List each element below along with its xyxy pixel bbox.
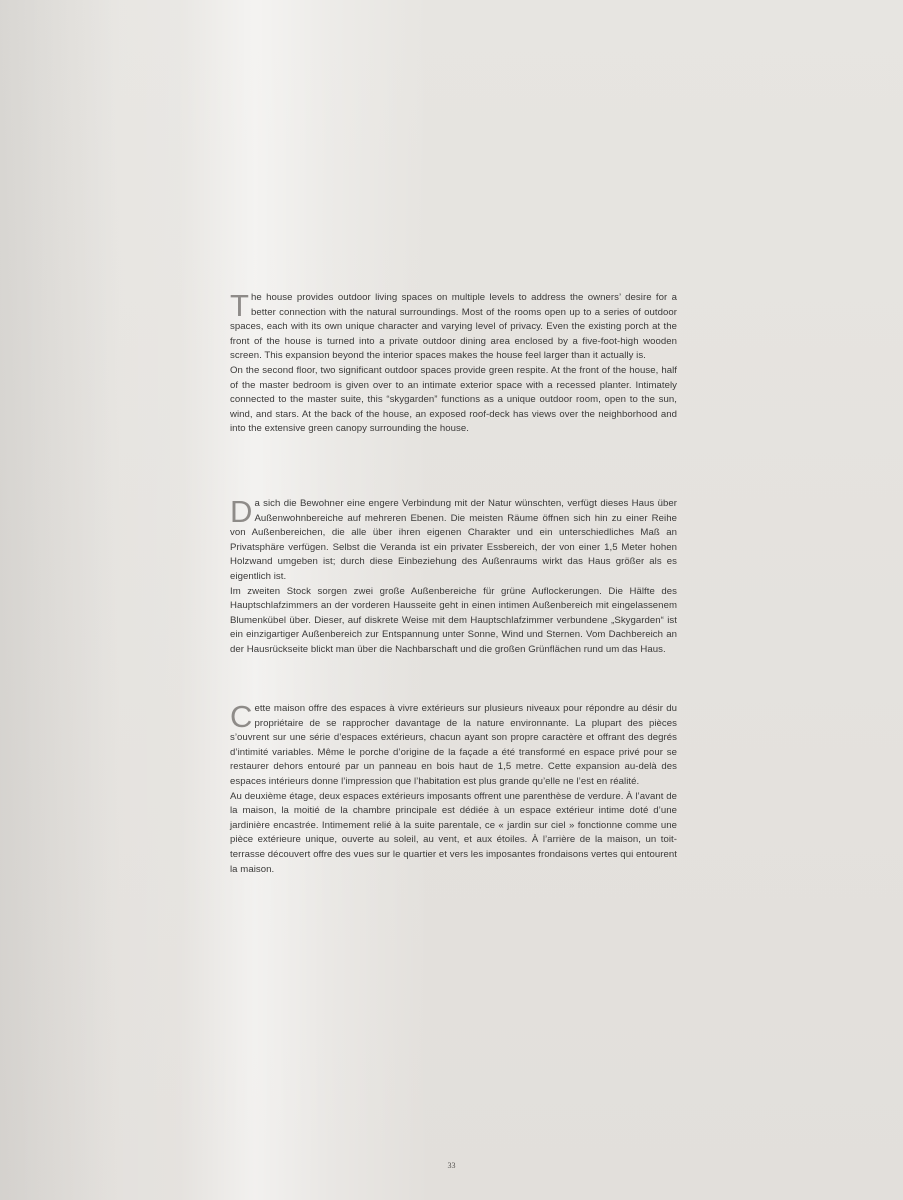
text-block-english xyxy=(230,288,677,437)
paragraph-text: a sich die Bewohner eine engere Verbindung mit der Natur wünschten, verfügt dieses Haus über Außenwohnbereiche auf mehreren Ebenen. Die meisten Räume öffnen sich hin zu einer Reihe von Außenbereichen, die alle über ihren eigenen Charakter und ein unterschiedliches Maß an Privatsphäre verfügen. Selbst die Veranda ist ein privater Essbereich, der von einer 1,5 Meter hohen Holzwand umgeben ist; durch diese Einbeziehung des Außenraums wirkt das Haus größer als es eigentlich ist. xyxy=(230,498,677,582)
paragraph-french-2: Au deuxième étage, deux espaces extérieurs imposants offrent une parenthèse de verdure. À l’avant de la maison, la moitié de la chambre principale est dédiée à un espace extérieur intime doté d’une jardinière encastrée. Intimement relié à la suite parentale, ce « jardin sur ciel » fonctionne comme une pièce extérieure unique, ouverte au soleil, au vent, et aux étoiles. À l’arrière de la maison, un toit-terrasse découvert offre des vues sur le quartier et vers les imposantes frondaisons vertes qui entourent la maison. xyxy=(230,790,677,875)
paragraph-french-1 xyxy=(230,699,677,790)
drop-cap: C xyxy=(230,699,253,734)
drop-cap: T xyxy=(230,288,249,323)
paragraph-text: ette maison offre des espaces à vivre extérieurs sur plusieurs niveaux pour répondre au désir du propriétaire de se rapprocher davantage de la nature environnante. La plupart des pièces s’ouvrent sur une série d’espaces extérieurs, chacun ayant son propre caractère et offrant des degrés d’intimité variables. Même le porche d’origine de la façade a été transformé en espace privé pour se restaurer dehors entouré par un panneau en bois haut de 1,5 metre. Cette expansion au-delà des espaces intérieurs donne l’impression que l’habitation est plus grande qu’elle ne l’est en réalité. xyxy=(230,703,677,787)
page-number: 33 xyxy=(447,1161,456,1170)
paragraph-text: he house provides outdoor living spaces on multiple levels to address the owners’ desire for a better connection with the natural surroundings. Most of the rooms open up to a series of outdoor spaces, each with its own unique character and varying level of privacy. Even the existing porch at the front of the house is turned into a private outdoor dining area enclosed by a five-foot-high wooden screen. This expansion beyond the interior spaces makes the house feel larger than it actually is. xyxy=(230,292,677,362)
text-block-french xyxy=(230,699,677,877)
paragraph-german-2: Im zweiten Stock sorgen zwei große Außenbereiche für grüne Auflockerungen. Die Hälfte des Hauptschlafzimmers an der vorderen Hausseite geht in einen intimen Außenbereich mit eingelassenem Blumenkübel über. Dieser, auf diskrete Weise mit dem Hauptschlafzimmer verbundene „Skygarden“ ist ein einzigartiger Außenbereich zur Entspannung unter Sonne, Wind und Sternen. Vom Dachbereich an der Hausrückseite blickt man über die Nachbarschaft und die großen Grünflächen rund um das Haus. xyxy=(230,585,677,655)
paragraph-german-1 xyxy=(230,494,677,585)
drop-cap: D xyxy=(230,494,253,529)
paragraph-english-1 xyxy=(230,288,677,364)
paragraph-english-2: On the second floor, two significant outdoor spaces provide green respite. At the front of the house, half of the master bedroom is given over to an intimate exterior space with a recessed planter. Intimately connected to the master suite, this “skygarden” functions as a unique outdoor room, open to the sun, wind, and stars. At the back of the house, an exposed roof-deck has views over the neighborhood and into the extensive green canopy surrounding the house. xyxy=(230,364,677,435)
text-block-german xyxy=(230,494,677,658)
